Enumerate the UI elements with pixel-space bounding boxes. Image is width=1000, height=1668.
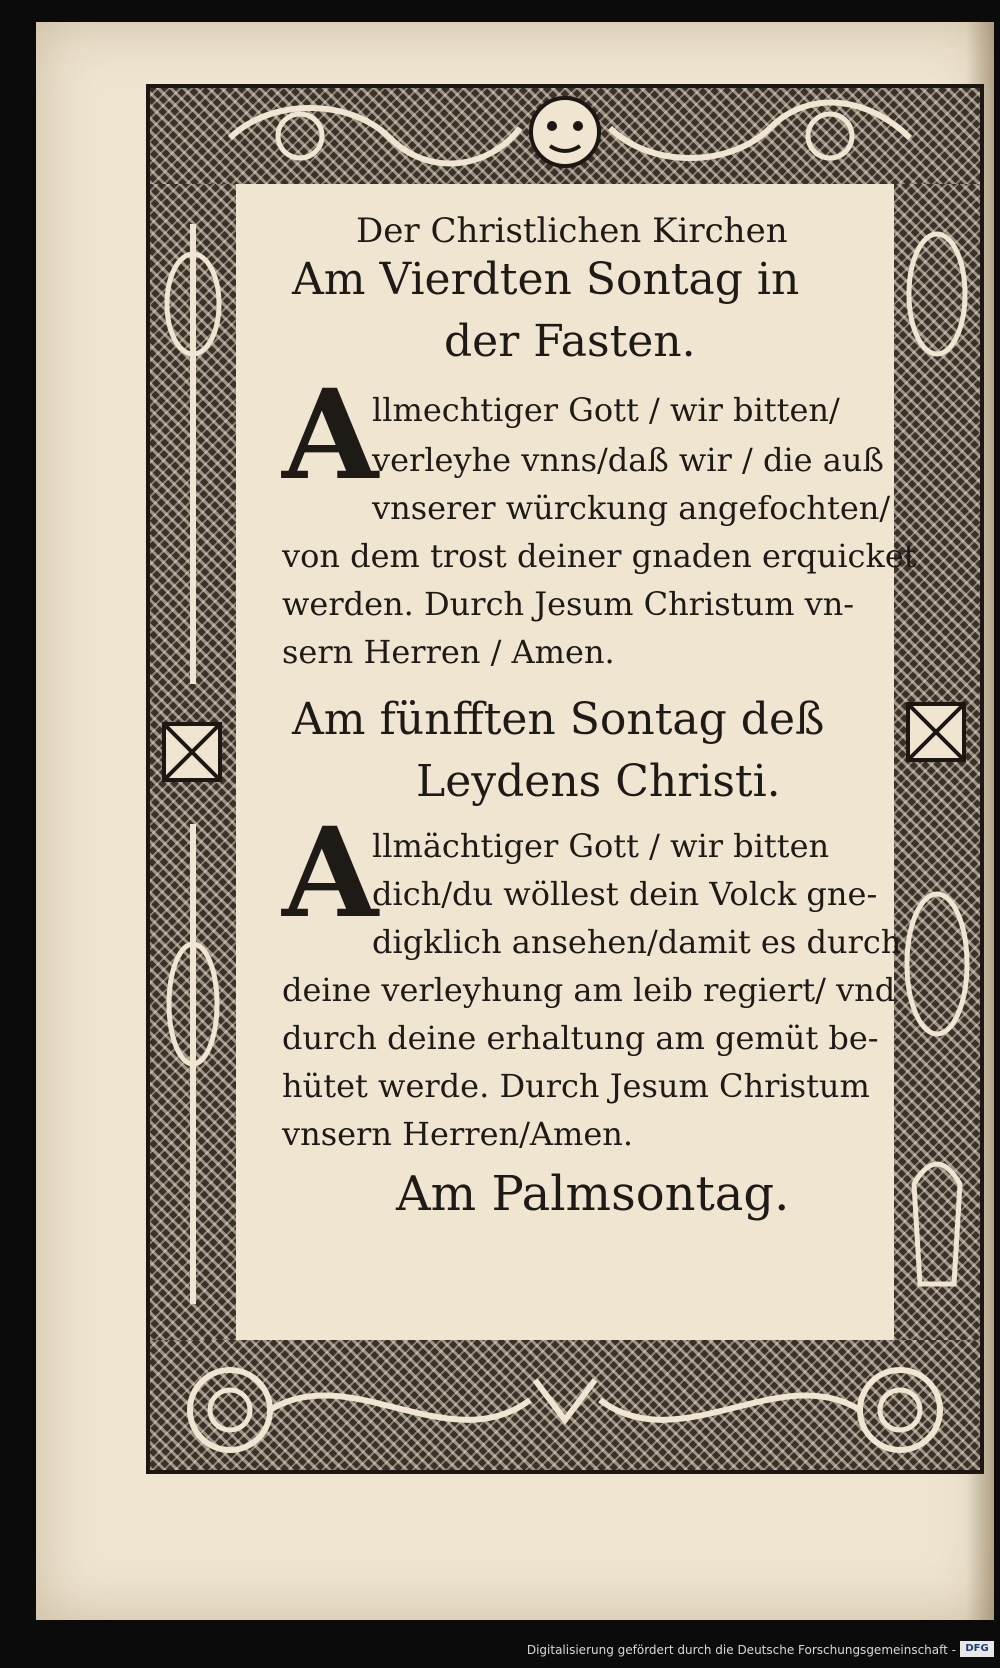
prayer-line: verleyhe vnns/daß wir / die auß <box>372 441 884 479</box>
running-head: Der Christlichen Kirchen <box>356 211 788 251</box>
prayer-line: vnsern Herren/Amen. <box>282 1115 634 1153</box>
funding-credit: Digitalisierung gefördert durch die Deutsche Forschungsgemeinschaft - <box>526 1643 956 1657</box>
prayer-line: llmechtiger Gott / wir bitten/ <box>372 391 840 429</box>
decorated-initial: A <box>282 801 379 946</box>
border-bottom-ornament <box>150 1340 980 1470</box>
decorated-initial: A <box>282 363 379 508</box>
prayer-line: deine verleyhung am leib regiert/ vnd <box>282 971 896 1009</box>
border-right-ornament <box>894 184 980 1340</box>
prayer-line: dich/du wöllest dein Volck gne- <box>372 875 878 913</box>
section-heading: Am fünfften Sontag deß <box>292 694 825 745</box>
book-page <box>36 22 994 1620</box>
prayer-line: sern Herren / Amen. <box>282 633 615 671</box>
digitization-footer <box>0 1634 1000 1668</box>
prayer-line: werden. Durch Jesum Christum vn- <box>282 585 855 623</box>
section-heading: Leydens Christi. <box>416 756 781 807</box>
border-left-ornament <box>150 184 236 1340</box>
vessels-ornament-right <box>894 184 980 1340</box>
prayer-line: llmächtiger Gott / wir bitten <box>372 827 830 865</box>
scroll-ornament-top <box>150 88 980 184</box>
section-heading: der Fasten. <box>444 316 696 367</box>
beasts-ornament-bottom <box>150 1340 980 1470</box>
section-heading: Am Vierdten Sontag in <box>292 254 800 305</box>
prayer-line: hütet werde. Durch Jesum Christum <box>282 1067 870 1105</box>
border-top-ornament <box>150 88 980 184</box>
prayer-line: digklich ansehen/damit es durch <box>372 923 902 961</box>
section-heading: Am Palmsontag. <box>396 1166 790 1222</box>
prayer-line: durch deine erhaltung am gemüt be- <box>282 1019 879 1057</box>
prayer-line: vnserer würckung angefochten/ <box>372 489 891 527</box>
weapons-ornament-left <box>150 184 236 1340</box>
dfg-logo: DFG <box>960 1641 994 1657</box>
prayer-line: von dem trost deiner gnaden erquicket <box>282 537 917 575</box>
